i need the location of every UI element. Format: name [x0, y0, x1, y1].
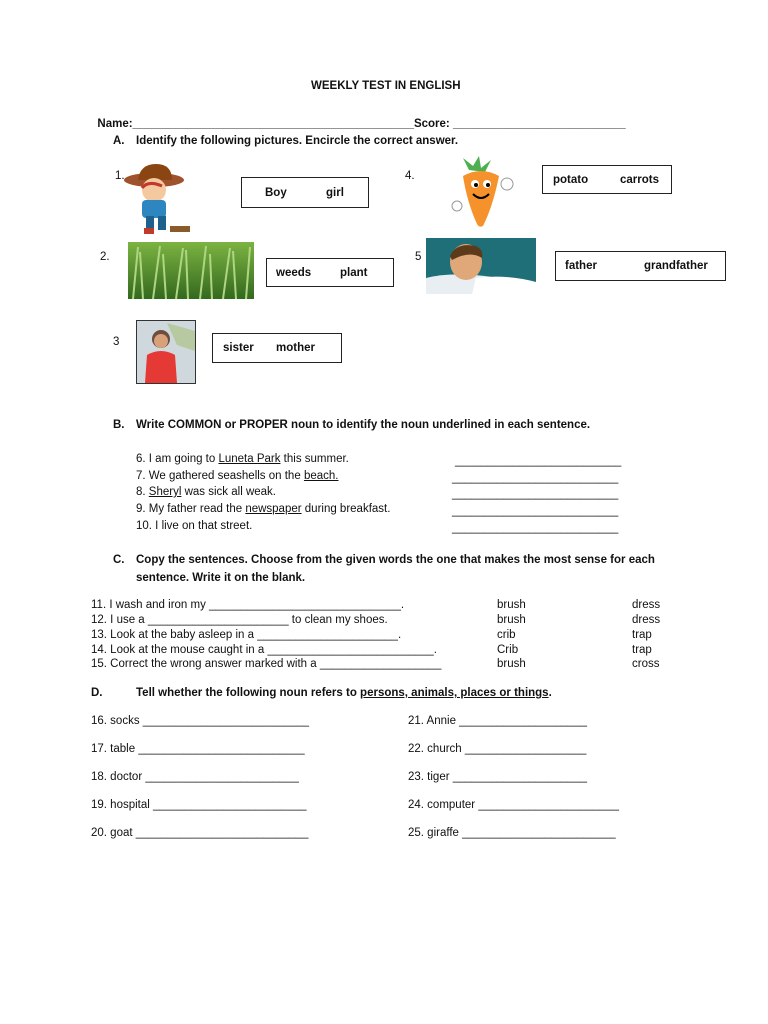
noun-item-20[interactable]: 20. goat ___________________________	[91, 827, 309, 839]
choice-13-b: trap	[632, 629, 652, 641]
item-5-number: 5	[415, 251, 422, 263]
section-c-instruction-1: Copy the sentences. Choose from the given words the one that makes the most sense for each	[136, 554, 655, 566]
carrot-picture	[445, 156, 521, 230]
score-blank[interactable]: ___________________________	[452, 118, 626, 130]
option-boy[interactable]: Boy	[265, 186, 287, 199]
name-blank[interactable]: ____________________________________________	[132, 118, 414, 130]
section-a-letter: A.	[113, 135, 125, 147]
choice-11-b: dress	[632, 599, 661, 611]
section-b-instruction: Write COMMON or PROPER noun to identify the noun underlined in each sentence.	[136, 419, 591, 431]
sentence-11[interactable]: 11. I wash and iron my ______________________________.	[91, 599, 405, 611]
option-grandfather[interactable]: grandfather	[644, 260, 708, 272]
answer-blank-9[interactable]: __________________________	[452, 505, 619, 517]
section-b-letter: B.	[113, 419, 125, 431]
choice-15-b: cross	[632, 658, 660, 670]
sentence-6: 6. I am going to Luneta Park this summer.	[136, 453, 349, 465]
answer-blank-6[interactable]: __________________________	[455, 455, 622, 467]
option-plant[interactable]: plant	[340, 266, 368, 279]
score-label: Score:	[413, 118, 450, 130]
item-1-number: 1.	[115, 170, 125, 182]
option-weeds[interactable]: weeds	[276, 266, 312, 279]
noun-item-21[interactable]: 21. Annie ____________________	[408, 715, 588, 727]
choice-12-b: dress	[632, 614, 661, 626]
item-1-options	[241, 177, 369, 208]
noun-item-23[interactable]: 23. tiger _____________________	[408, 771, 588, 783]
choice-11-a: brush	[497, 599, 526, 611]
sentence-15[interactable]: 15. Correct the wrong answer marked with a ___________________	[91, 658, 442, 670]
noun-item-25[interactable]: 25. giraffe ________________________	[408, 827, 616, 839]
noun-item-22[interactable]: 22. church ___________________	[408, 743, 587, 755]
section-d-instruction: Tell whether the following noun refers to persons, animals, places or things.	[136, 687, 552, 699]
option-potato[interactable]: potato	[553, 173, 589, 186]
section-c-letter: C.	[113, 554, 125, 566]
choice-13-a: crib	[497, 629, 516, 641]
item-2-number: 2.	[100, 251, 110, 263]
mother-picture	[136, 320, 196, 384]
option-father[interactable]: father	[565, 260, 597, 272]
item-3-options	[212, 333, 342, 363]
noun-item-24[interactable]: 24. computer ______________________	[408, 799, 620, 811]
section-d-letter: D.	[91, 687, 103, 699]
option-carrots[interactable]: carrots	[620, 173, 659, 186]
section-c-instruction-2: sentence. Write it on the blank.	[136, 572, 306, 584]
choice-15-a: brush	[497, 658, 526, 670]
answer-blank-10[interactable]: __________________________	[452, 522, 619, 534]
noun-item-19[interactable]: 19. hospital ________________________	[91, 799, 307, 811]
answer-blank-7[interactable]: __________________________	[452, 472, 619, 484]
option-mother[interactable]: mother	[276, 342, 315, 354]
choice-12-a: brush	[497, 614, 526, 626]
option-girl[interactable]: girl	[326, 186, 344, 199]
noun-item-16[interactable]: 16. socks __________________________	[91, 715, 310, 727]
name-score-line	[91, 106, 626, 130]
choice-14-a: Crib	[497, 644, 519, 656]
sentence-12[interactable]: 12. I use a ______________________ to clean my shoes.	[91, 614, 388, 626]
sentence-9: 9. My father read the newspaper during breakfast.	[136, 503, 391, 515]
choice-14-b: trap	[632, 644, 652, 656]
weeds-picture	[128, 242, 254, 299]
section-a-instruction: Identify the following pictures. Encircle the correct answer.	[136, 135, 459, 147]
boy-picture	[118, 160, 192, 238]
item-2-options	[266, 258, 394, 287]
item-4-number: 4.	[405, 170, 415, 182]
father-picture	[426, 238, 536, 294]
option-sister[interactable]: sister	[223, 342, 254, 354]
sentence-7: 7. We gathered seashells on the beach.	[136, 470, 339, 482]
sentence-14[interactable]: 14. Look at the mouse caught in a __________________________.	[91, 644, 437, 656]
sentence-10: 10. I live on that street.	[136, 520, 253, 532]
page-title: WEEKLY TEST IN ENGLISH	[311, 80, 461, 92]
sentence-13[interactable]: 13. Look at the baby asleep in a ______________________.	[91, 629, 402, 641]
item-5-options	[555, 251, 726, 281]
sentence-8: 8. Sheryl was sick all weak.	[136, 486, 276, 498]
name-label: Name:	[97, 118, 133, 130]
answer-blank-8[interactable]: __________________________	[452, 488, 619, 500]
noun-item-17[interactable]: 17. table __________________________	[91, 743, 305, 755]
item-3-number: 3	[113, 336, 120, 348]
item-4-options	[542, 165, 672, 194]
noun-item-18[interactable]: 18. doctor ________________________	[91, 771, 299, 783]
